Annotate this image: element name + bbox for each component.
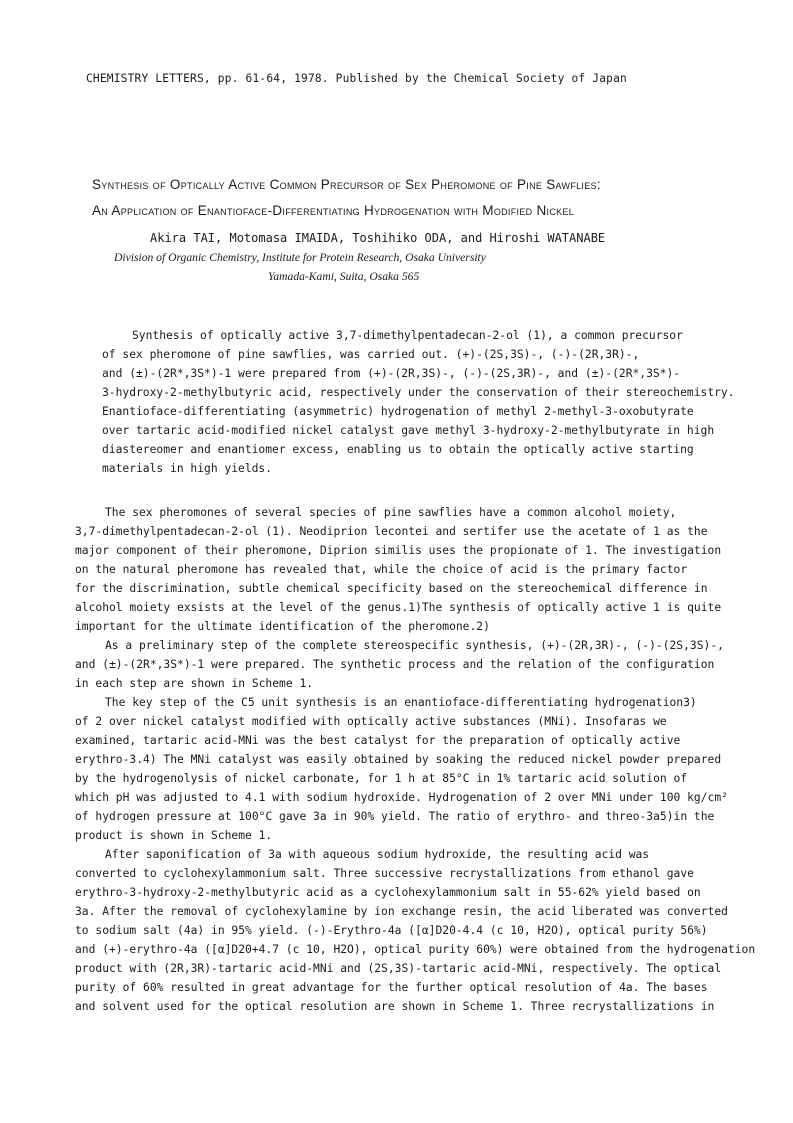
body-line: The sex pheromones of several species of pine sawflies have a common alcohol moiety, [105, 506, 677, 519]
affiliation-line-2: Yamada-Kami, Suita, Osaka 565 [268, 270, 420, 283]
body-line: for the discrimination, subtle chemical specificity based on the stereochemical difference in [75, 582, 708, 595]
abstract-line: and (±)-(2R*,3S*)-1 were prepared from (+)-(2R,3S)-, (-)-(2S,3R)-, and (±)-(2R*,3S*)- [102, 367, 681, 380]
abstract-line: materials in high yields. [102, 462, 273, 475]
body-line: 3,7-dimethylpentadecan-2-ol (1). Neodiprion lecontei and sertifer use the acetate of 1 as the [75, 525, 708, 538]
body-line: converted to cyclohexylammonium salt. Three successive recrystallizations from ethanol gave [75, 867, 694, 880]
body-line: in each step are shown in Scheme 1. [75, 677, 314, 690]
abstract-line: of sex pheromone of pine sawflies, was carried out. (+)-(2S,3S)-, (-)-(2R,3R)-, [102, 348, 640, 361]
body-line: The key step of the C5 unit synthesis is an enantioface-differentiating hydrogenation3) [105, 696, 697, 709]
body-line: 3a. After the removal of cyclohexylamine by ion exchange resin, the acid liberated was converted [75, 905, 728, 918]
body-line: on the natural pheromone has revealed that, while the choice of acid is the primary factor [75, 563, 688, 576]
body-line: which pH was adjusted to 4.1 with sodium hydroxide. Hydrogenation of 2 over MNi under 100 kg/cm² [75, 791, 728, 804]
body-line: product with (2R,3R)-tartaric acid-MNi and (2S,3S)-tartaric acid-MNi, respectively. The optical [75, 962, 722, 975]
abstract-line: Synthesis of optically active 3,7-dimethylpentadecan-2-ol (1), a common precursor [132, 329, 683, 342]
title-line-2: An Application of Enantioface-Differentiating Hydrogenation with Modified Nickel [92, 203, 575, 218]
abstract-line: 3-hydroxy-2-methylbutyric acid, respectively under the conservation of their stereochemistry. [102, 386, 735, 399]
abstract-line: Enantioface-differentiating (asymmetric) hydrogenation of methyl 2-methyl-3-oxobutyrate [102, 405, 694, 418]
body-line: As a preliminary step of the complete stereospecific synthesis, (+)-(2R,3R)-, (-)-(2S,3S)-, [105, 639, 724, 652]
body-line: After saponification of 3a with aqueous sodium hydroxide, the resulting acid was [105, 848, 650, 861]
abstract-line: over tartaric acid-modified nickel catalyst gave methyl 3-hydroxy-2-methylbutyrate in high [102, 424, 715, 437]
body-line: erythro-3-hydroxy-2-methylbutyric acid as a cyclohexylammonium salt in 55-62% yield based on [75, 886, 701, 899]
body-line: and (±)-(2R*,3S*)-1 were prepared. The synthetic process and the relation of the configuration [75, 658, 715, 671]
body-line: erythro-3.4) The MNi catalyst was easily obtained by soaking the reduced nickel powder prepared [75, 753, 722, 766]
body-line: by the hydrogenolysis of nickel carbonate, for 1 h at 85°C in 1% tartaric acid solution of [75, 772, 688, 785]
body-line: important for the ultimate identification of the pheromone.2) [75, 620, 490, 633]
body-line: of 2 over nickel catalyst modified with optically active substances (MNi). Insofaras we [75, 715, 667, 728]
body-line: examined, tartaric acid-MNi was the best catalyst for the preparation of optically active [75, 734, 681, 747]
author-list: Akira TAI, Motomasa IMAIDA, Toshihiko ODA, and Hiroshi WATANABE [150, 231, 606, 245]
body-line: to sodium salt (4a) in 95% yield. (-)-Erythro-4a ([α]D20-4.4 (c 10, H2O), optical purity 56%) [75, 924, 708, 937]
affiliation-line-1: Division of Organic Chemistry, Institute for Protein Research, Osaka University [114, 251, 486, 264]
body-line: of hydrogen pressure at 100°C gave 3a in 90% yield. The ratio of erythro- and threo-3a5)in the [75, 810, 715, 823]
body-line: product is shown in Scheme 1. [75, 829, 273, 842]
body-line: and solvent used for the optical resolution are shown in Scheme 1. Three recrystallizations in [75, 1000, 715, 1013]
title-line-1: Synthesis of Optically Active Common Precursor of Sex Pheromone of Pine Sawflies: [92, 177, 601, 192]
body-line: major component of their pheromone, Diprion similis uses the propionate of 1. The investigation [75, 544, 722, 557]
journal-header: CHEMISTRY LETTERS, pp. 61-64, 1978. Published by the Chemical Society of Japan [86, 72, 627, 85]
body-line: purity of 60% resulted in great advantage for the further optical resolution of 4a. The bases [75, 981, 708, 994]
abstract-line: diastereomer and enantiomer excess, enabling us to obtain the optically active starting [102, 443, 694, 456]
body-line: alcohol moiety exsists at the level of the genus.1)The synthesis of optically active 1 is quite [75, 601, 722, 614]
body-line: and (+)-erythro-4a ([α]D20+4.7 (c 10, H2O), optical purity 60%) were obtained from the hydrogenation [75, 943, 756, 956]
